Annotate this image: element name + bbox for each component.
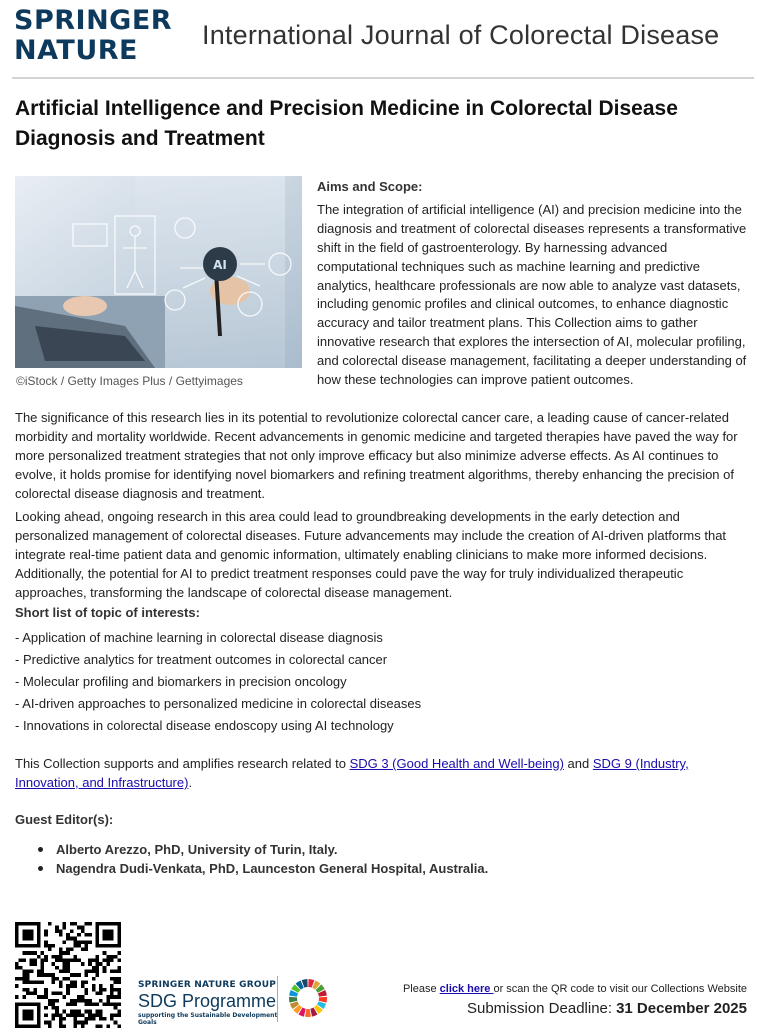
sdg3-link[interactable]: SDG 3 (Good Health and Well-being) xyxy=(349,756,564,771)
sdg-wheel-segment xyxy=(305,1009,311,1017)
list-item xyxy=(38,859,488,878)
sdg-tagline: supporting the Sustainable Development Goals xyxy=(138,1012,278,1026)
logo-line-1: SPRINGER xyxy=(14,5,173,36)
submission-deadline xyxy=(467,1000,747,1017)
sdg-prefix: This Collection supports and amplifies research related to xyxy=(15,756,350,771)
list-item: - Molecular profiling and biomarkers in precision oncology xyxy=(15,674,347,689)
editor-name: Nagendra Dudi-Venkata, PhD, Launceston General Hospital, Australia. xyxy=(56,861,489,876)
sdg-middle: and xyxy=(563,756,593,771)
list-item: - Application of machine learning in colorectal disease diagnosis xyxy=(15,630,383,645)
image-credit: ©iStock / Getty Images Plus / Gettyimages xyxy=(16,374,243,388)
footer-divider xyxy=(277,976,278,1022)
deadline-label: Submission Deadline: xyxy=(466,1000,613,1017)
outlook-paragraph: Looking ahead, ongoing research in this area could lead to groundbreaking developments in the early detection and personalized management of colorectal diseases. Future advancements may include the creation of AI-driven platforms that integrate real-time patient data and genomic information, ultimately enabling clinicians to make more informed decisions. Additionally, the potential for AI to predict treatment responses could pave the way for truly individualized therapeutic approaches, transforming the landscape of colorectal disease management. xyxy=(15,509,727,600)
sdg-programme-logo xyxy=(138,980,278,1026)
bullet-icon xyxy=(38,847,43,852)
aims-heading: Aims and Scope: xyxy=(317,179,423,194)
list-item: - AI-driven approaches to personalized medicine in colorectal diseases xyxy=(15,696,422,711)
svg-text:AI: AI xyxy=(213,258,227,272)
editor-name: Alberto Arezzo, PhD, University of Turin, Italy. xyxy=(56,842,338,857)
list-item: - Innovations in colorectal disease endoscopy using AI technology xyxy=(15,718,394,733)
sdg-paragraph xyxy=(15,754,750,792)
topics-heading: Short list of topic of interests: xyxy=(15,605,200,620)
list-item xyxy=(38,840,488,859)
sng-group-label: SPRINGER NATURE GROUP xyxy=(138,980,277,990)
qr-code[interactable] xyxy=(15,922,121,1028)
visit-website-line xyxy=(403,983,747,995)
header-divider xyxy=(12,77,754,79)
springer-nature-logo xyxy=(14,6,172,66)
collection-title: Artificial Intelligence and Precision Medicine in Colorectal Disease Diagnosis and Treatment xyxy=(15,97,678,150)
topics-list xyxy=(15,627,750,737)
click-here-link[interactable]: click here xyxy=(439,983,494,995)
deadline-date: 31 December 2025 xyxy=(616,1000,747,1017)
guest-editors-heading: Guest Editor(s): xyxy=(15,812,114,827)
sdg-wheel-segment xyxy=(289,997,297,1003)
visit-suffix: or scan the QR code to visit our Collections Website xyxy=(493,983,747,995)
logo-line-2: NATURE xyxy=(14,35,138,66)
sdg-wheel-segment xyxy=(319,997,327,1003)
sdg-suffix: . xyxy=(188,775,193,790)
guest-editors-list xyxy=(38,840,488,878)
page-header xyxy=(0,0,757,80)
significance-paragraph: The significance of this research lies in its potential to revolutionize colorectal cancer care, a leading cause of cancer-related morbidity and mortality worldwide. Recent advancements in genomic medicine and targeted therapies have paved the way for more personalized treatment strategies that not only improve efficacy but also minimize adverse effects. As AI continues to evolve, it holds promise for identifying novel biomarkers and refining treatment algorithms, thereby enhancing the precision of colorectal disease diagnosis and treatment. xyxy=(15,410,738,501)
visit-prefix: Please xyxy=(402,983,440,995)
bullet-icon xyxy=(38,866,43,871)
list-item: - Predictive analytics for treatment outcomes in colorectal cancer xyxy=(15,652,388,667)
sdg9-link[interactable]: SDG 9 (Industry, Innovation, and Infrastructure) xyxy=(15,756,689,790)
journal-title: International Journal of Colorectal Disease xyxy=(202,20,720,50)
hero-image xyxy=(15,176,302,368)
sdg-programme-label: SDG Programme xyxy=(138,991,277,1011)
aims-text: The integration of artificial intelligence (AI) and precision medicine into the diagnosis and treatment of colorectal diseases represents a transformative shift in the field of gastroenterology. By harnessing advanced computational techniques such as machine learning and predictive analytics, healthcare professionals are now able to analyze vast datasets, including genomic profiles and clinical outcomes, to enhance diagnostic accuracy and tailor treatment plans. This Collection aims to gather innovative research that explores the intersection of AI, molecular profiling, and colorectal disease management, facilitating a deeper understanding of how these technologies can improve patient outcomes. xyxy=(317,201,747,388)
aims-and-scope xyxy=(317,178,749,390)
sdg-wheel-icon xyxy=(288,978,328,1018)
